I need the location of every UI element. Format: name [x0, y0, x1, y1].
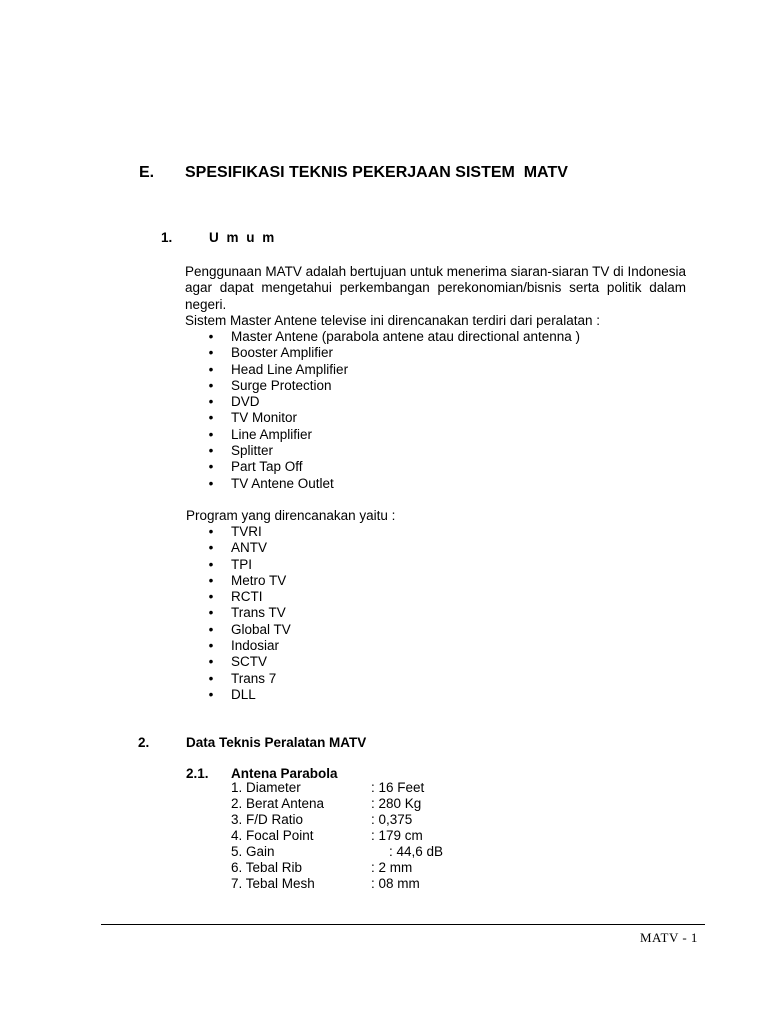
- bullet-icon: •: [208, 589, 214, 605]
- spec-value: : 2 mm: [371, 860, 413, 875]
- programs-list: [206, 524, 291, 703]
- spec-row: [231, 828, 423, 844]
- spec-label: 2. Berat Antena: [231, 796, 325, 811]
- intro-paragraph: Penggunaan MATV adalah bertujuan untuk menerima siaran-siaran TV di Indonesia agar dapat mengetahui perkembangan perekonomian/bisnis serta politik dalam negeri.: [185, 264, 686, 312]
- section-title: SPESIFIKASI TEKNIS PEKERJAAN SISTEM MATV: [185, 164, 568, 181]
- spec-value: : 0,375: [371, 812, 413, 827]
- list-item: • Splitter: [206, 443, 580, 459]
- bullet-icon: •: [208, 443, 214, 459]
- spec-row: [231, 780, 424, 796]
- bullet-icon: •: [208, 329, 214, 344]
- list-item: • Trans 7: [206, 671, 291, 687]
- bullet-icon: •: [208, 686, 214, 702]
- list-item: • TV Monitor: [206, 410, 580, 426]
- bullet-icon: •: [208, 426, 214, 442]
- spec-label: 3. F/D Ratio: [231, 812, 304, 827]
- spec-label: 6. Tebal Rib: [231, 860, 303, 875]
- list-item: • Head Line Amplifier: [206, 362, 580, 378]
- spec-row: [231, 876, 420, 892]
- list-item: • TV Antene Outlet: [206, 476, 580, 492]
- spec-row: [231, 844, 443, 860]
- spec-row: [231, 812, 412, 828]
- list-item: • Part Tap Off: [206, 459, 580, 475]
- bullet-icon: •: [208, 475, 214, 491]
- spec-value: : 08 mm: [371, 876, 420, 891]
- spec-label: 4. Focal Point: [231, 828, 314, 843]
- equipment-list: [206, 329, 580, 492]
- list-item: • DLL: [206, 687, 291, 703]
- subsection-2-1-title: Antena Parabola: [231, 766, 338, 781]
- list-item: • DVD: [206, 394, 580, 410]
- spec-label: 1. Diameter: [231, 780, 301, 795]
- bullet-icon: •: [208, 572, 214, 588]
- list-item: • Master Antene (parabola antene atau directional antenna ): [206, 329, 580, 345]
- list-item: • Line Amplifier: [206, 427, 580, 443]
- equipment-intro: Sistem Master Antene televise ini direncanakan terdiri dari peralatan :: [185, 313, 600, 328]
- section-letter: E.: [139, 164, 155, 181]
- list-item: • Metro TV: [206, 573, 291, 589]
- footer-rule: [101, 924, 705, 925]
- list-item: • Surge Protection: [206, 378, 580, 394]
- list-item: • TPI: [206, 557, 291, 573]
- bullet-icon: •: [208, 361, 214, 377]
- list-item: • Trans TV: [206, 605, 291, 621]
- spec-row: [231, 860, 412, 876]
- spec-value: : 280 Kg: [371, 796, 422, 811]
- bullet-icon: •: [208, 377, 214, 393]
- subsection-1-title: U m u m: [209, 230, 277, 245]
- list-item: • Booster Amplifier: [206, 345, 580, 361]
- list-item: • ANTV: [206, 540, 291, 556]
- spec-value: : 16 Feet: [371, 780, 425, 795]
- list-item: • Global TV: [206, 622, 291, 638]
- spec-value: : 44,6 dB: [389, 844, 444, 859]
- spec-value: : 179 cm: [371, 828, 423, 843]
- bullet-icon: •: [208, 345, 214, 361]
- subsection-2-title: Data Teknis Peralatan MATV: [186, 735, 367, 750]
- list-item: • TVRI: [206, 524, 291, 540]
- list-item: • RCTI: [206, 589, 291, 605]
- bullet-icon: •: [208, 621, 214, 637]
- list-item: • SCTV: [206, 654, 291, 670]
- list-item: • Indosiar: [206, 638, 291, 654]
- bullet-icon: •: [208, 524, 214, 539]
- subsection-1-number: 1.: [161, 230, 173, 245]
- spec-label: 5. Gain: [231, 844, 275, 859]
- bullet-icon: •: [208, 670, 214, 686]
- programs-intro: Program yang direncanakan yaitu :: [186, 508, 396, 523]
- spec-label: 7. Tebal Mesh: [231, 876, 315, 891]
- bullet-icon: •: [208, 556, 214, 572]
- spec-row: [231, 796, 421, 812]
- bullet-icon: •: [208, 654, 214, 670]
- bullet-icon: •: [208, 540, 214, 556]
- page-label: MATV - 1: [640, 930, 698, 945]
- bullet-icon: •: [208, 410, 214, 426]
- subsection-2-number: 2.: [138, 735, 150, 750]
- subsection-2-1-number: 2.1.: [186, 766, 209, 781]
- bullet-icon: •: [208, 394, 214, 410]
- bullet-icon: •: [208, 605, 214, 621]
- bullet-icon: •: [208, 459, 214, 475]
- bullet-icon: •: [208, 638, 214, 654]
